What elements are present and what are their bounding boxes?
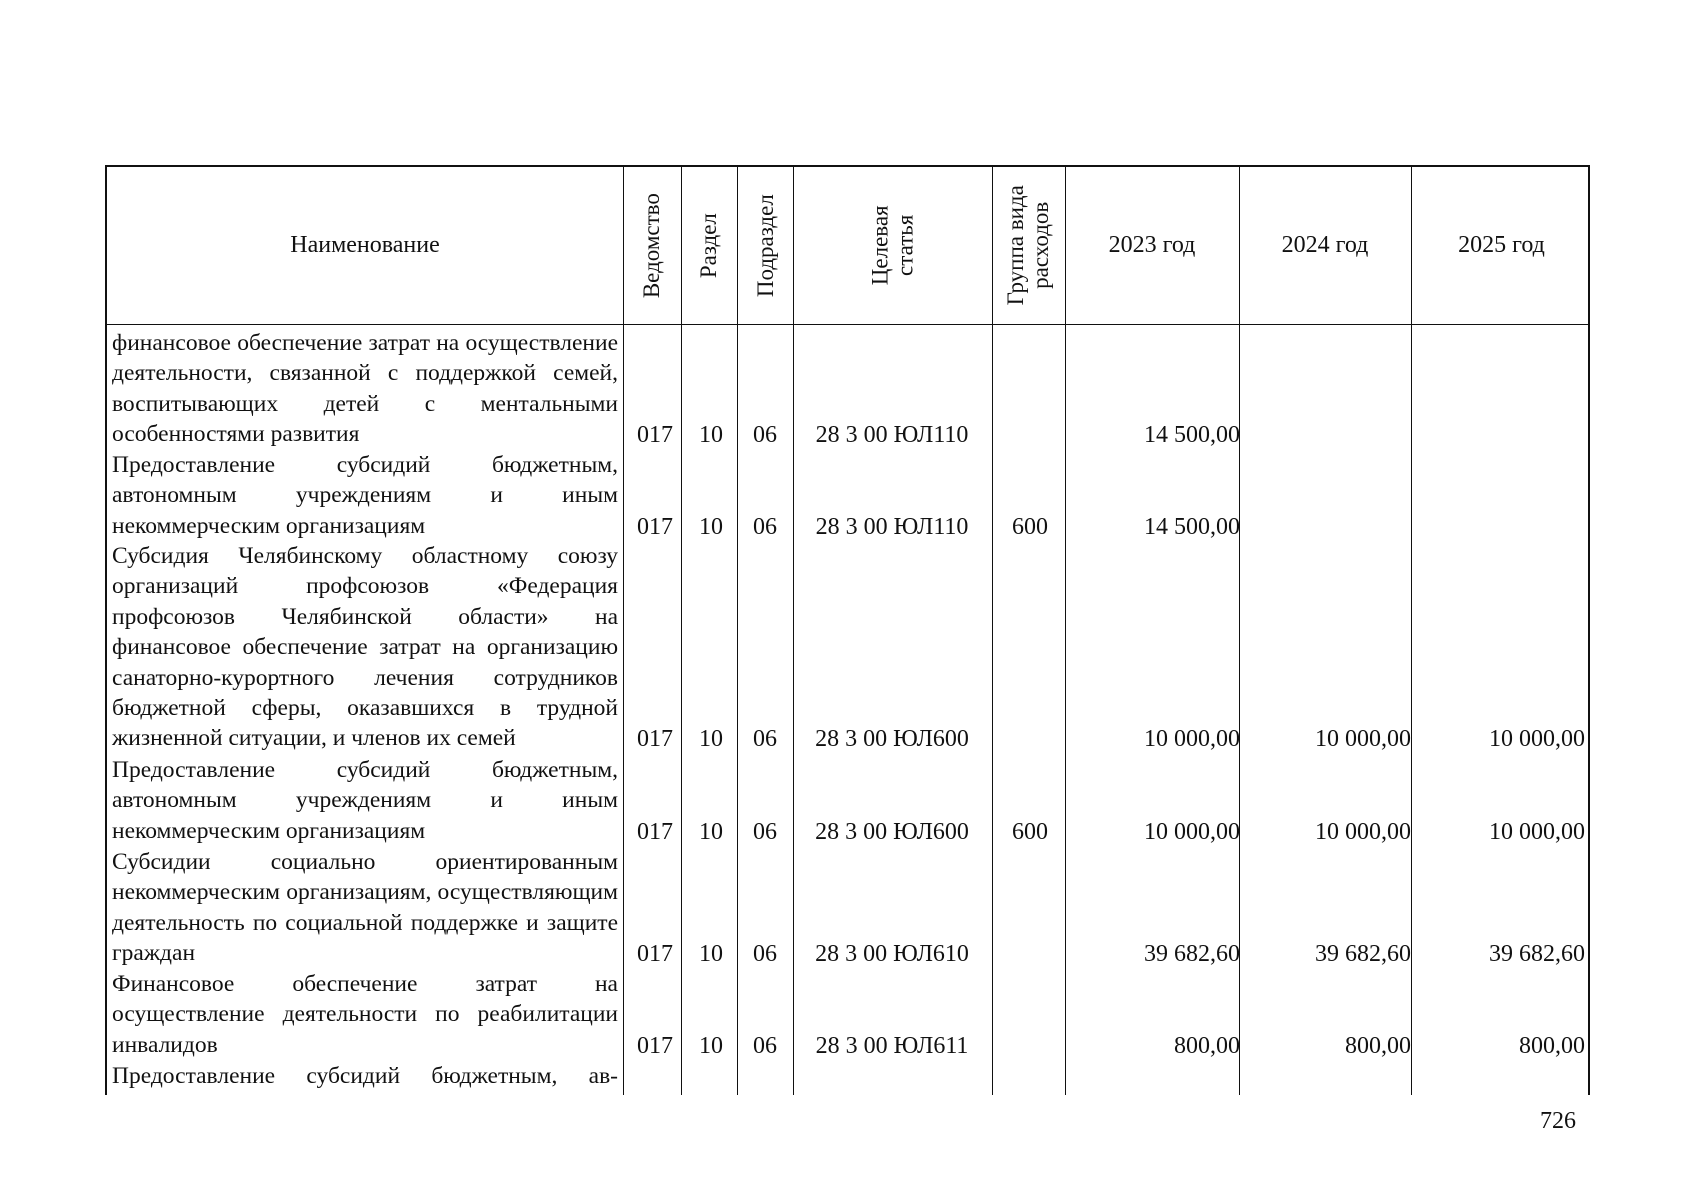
row-name: Предоставление субсидий бюджетным, ав- [112,1063,618,1089]
cell-2023: 10 000,00 [1144,819,1240,845]
header-2024 [1239,167,1411,324]
cell-podrazdel: 06 [753,514,777,540]
header-razdel-label: Раздел [696,212,722,279]
header-gruppa [992,167,1065,324]
header-2024-label: 2024 год [1281,232,1369,258]
cell-razdel: 10 [699,514,723,540]
header-vedomstvo [623,167,681,324]
header-celevaya-line1: Целевая [867,205,893,286]
cell-razdel: 10 [699,819,723,845]
cell-vedomstvo: 017 [637,422,673,448]
cell-2025: 800,00 [1519,1033,1585,1059]
header-podrazdel [737,167,793,324]
header-2023 [1065,167,1239,324]
cell-vedomstvo: 017 [637,941,673,967]
cell-2023: 800,00 [1174,1033,1240,1059]
row-name: Субсидия Челябинскому областному союзу организаций профсоюзов «Федерация профсоюзов Челябинской области» на финансовое обеспечение затрат на организацию санаторно-курортного лечения сотрудников бюджетной сферы, оказавшихся в трудной жизненной ситуации, и членов их семей [112,543,618,752]
header-2025-label: 2025 год [1458,232,1545,258]
cell-podrazdel: 06 [753,819,777,845]
row-name: финансовое обеспечение затрат на осуществление деятельности, связанной с поддержкой семей, воспитывающих детей с ментальными особенностями развития [112,330,618,448]
row-name: Предоставление субсидий бюджетным, автономным учреждениям и иным некоммерческим организациям [112,757,618,844]
header-gruppa-line1: Группа вида [1003,185,1029,306]
cell-podrazdel: 06 [753,1033,777,1059]
cell-vedomstvo: 017 [637,819,673,845]
cell-celevaya: 28 3 00 ЮЛ610 [815,941,969,967]
cell-celevaya: 28 3 00 ЮЛ600 [815,819,969,845]
cell-vedomstvo: 017 [637,1033,673,1059]
cell-celevaya: 28 3 00 ЮЛ600 [815,726,969,752]
cell-2024: 10 000,00 [1315,726,1411,752]
cell-2024: 39 682,60 [1315,941,1411,967]
header-gruppa-label [1003,185,1054,305]
header-2023-label: 2023 год [1108,232,1196,258]
cell-2023: 14 500,00 [1144,514,1240,540]
row-name: Предоставление субсидий бюджетным, автономным учреждениям и иным некоммерческим организациям [112,452,618,539]
cell-2023: 14 500,00 [1144,422,1240,448]
cell-2023: 10 000,00 [1144,726,1240,752]
row-name: Финансовое обеспечение затрат на осуществление деятельности по реабилитации инвалидов [112,971,618,1058]
header-gruppa-line2: расходов [1028,201,1054,290]
cell-celevaya: 28 3 00 ЮЛ110 [815,514,969,540]
header-podrazdel-label: Подраздел [752,194,778,297]
page-number: 726 [1540,1108,1576,1134]
cell-2025: 10 000,00 [1489,819,1585,845]
cell-razdel: 10 [699,422,723,448]
header-celevaya [793,167,992,324]
header-celevaya-line2: статья [892,214,918,277]
cell-vedomstvo: 017 [637,514,673,540]
cell-razdel: 10 [699,941,723,967]
header-name [107,167,623,324]
header-vedomstvo-label: Ведомство [639,192,665,299]
header-divider [107,324,1588,325]
header-2025 [1411,167,1592,324]
cell-celevaya: 28 3 00 ЮЛ611 [815,1033,969,1059]
cell-2025: 39 682,60 [1489,941,1585,967]
header-razdel [681,167,737,324]
cell-razdel: 10 [699,1033,723,1059]
budget-table [105,165,1590,1095]
cell-celevaya: 28 3 00 ЮЛ110 [815,422,969,448]
header-name-label: Наименование [290,232,440,258]
cell-gruppa: 600 [1012,514,1048,540]
cell-2023: 39 682,60 [1144,941,1240,967]
cell-razdel: 10 [699,726,723,752]
cell-2024: 10 000,00 [1315,819,1411,845]
header-celevaya-label [867,206,918,286]
cell-podrazdel: 06 [753,422,777,448]
cell-2025: 10 000,00 [1489,726,1585,752]
cell-podrazdel: 06 [753,726,777,752]
cell-vedomstvo: 017 [637,726,673,752]
cell-gruppa: 600 [1012,819,1048,845]
cell-2024: 800,00 [1345,1033,1411,1059]
row-name: Субсидии социально ориентированным некоммерческим организациям, осуществляющим деятельность по социальной поддержке и защите граждан [112,849,618,967]
cell-podrazdel: 06 [753,941,777,967]
